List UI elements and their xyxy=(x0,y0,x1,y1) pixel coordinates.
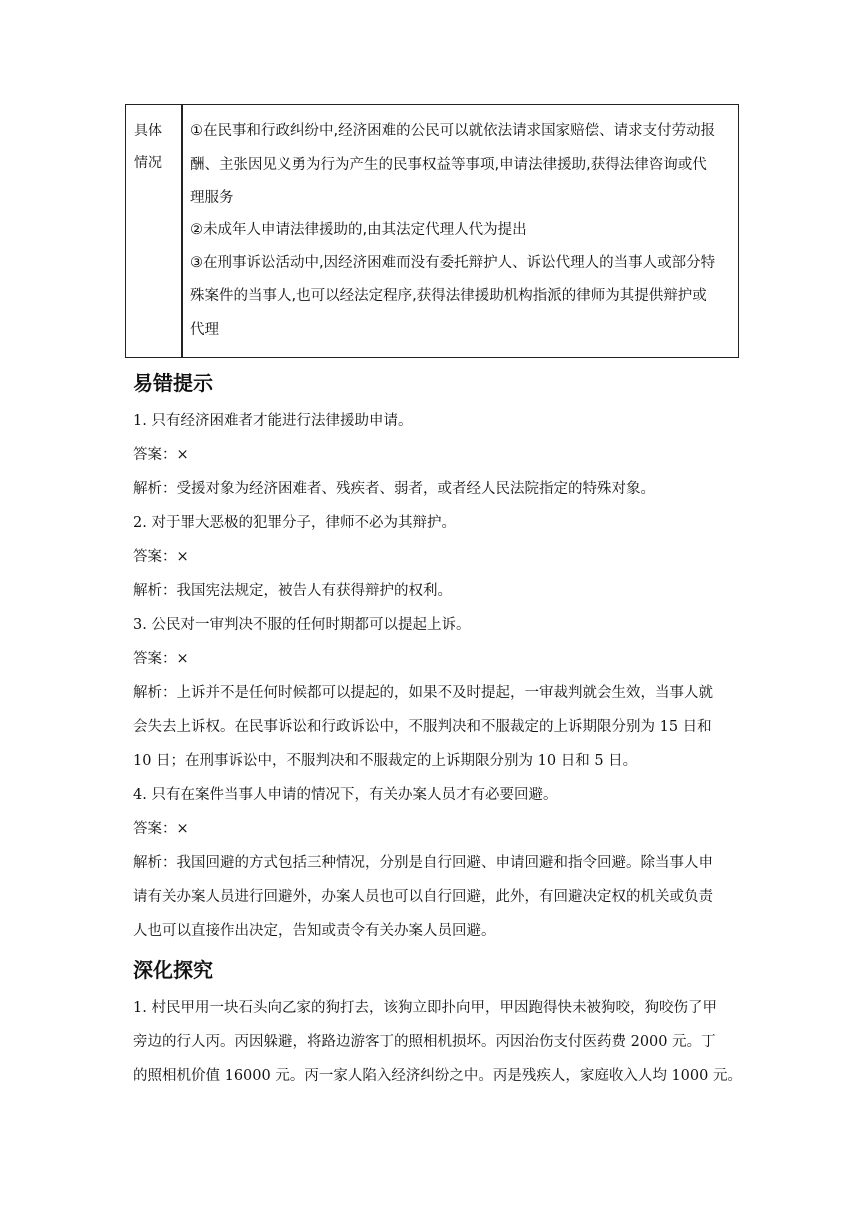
explore-line: 1. 村民甲用一块石头向乙家的狗打去，该狗立即扑向甲，甲因跑得快未被狗咬，狗咬伤了甲 xyxy=(133,1000,717,1016)
mistake-line: 解析：受援对象为经济困难者、残疾者、弱者，或者经人民法院指定的特殊对象。 xyxy=(133,481,655,497)
mistake-line: 答案：× xyxy=(133,821,189,837)
table-text-line: 酬、主张因见义勇为行为产生的民事权益等事项,申请法律援助,获得法律咨询或代 xyxy=(190,157,707,173)
explore-line: 的照相机价值 16000 元。丙一家人陷入经济纠纷之中。丙是残疾人，家庭收入人均 1000 元。 xyxy=(133,1068,742,1084)
mistake-line: 答案：× xyxy=(133,651,189,667)
legal-aid-table xyxy=(125,104,739,358)
mistake-line: 4. 只有在案件当事人申请的情况下，有关办案人员才有必要回避。 xyxy=(133,787,558,803)
mistake-line: 10 日；在刑事诉讼中，不服判决和不服裁定的上诉期限分别为 10 日和 5 日。 xyxy=(133,753,638,769)
mistake-line: 3. 公民对一审判决不服的任何时期都可以提起上诉。 xyxy=(133,617,471,633)
explore-line: 旁边的行人丙。丙因躲避，将路边游客丁的照相机损坏。丙因治伤支付医药费 2000 元。丁 xyxy=(133,1034,716,1050)
mistake-line: 人也可以直接作出决定，告知或责令有关办案人员回避。 xyxy=(133,923,496,939)
mistake-line: 解析：我国回避的方式包括三种情况，分别是自行回避、申请回避和指令回避。除当事人申 xyxy=(133,855,713,871)
table-label-cell xyxy=(126,105,183,357)
mistake-line: 1. 只有经济困难者才能进行法律援助申请。 xyxy=(133,413,413,429)
mistake-line: 请有关办案人员进行回避外，办案人员也可以自行回避，此外，有回避决定权的机关或负责 xyxy=(133,889,713,905)
table-text-line: 殊案件的当事人,也可以经法定程序,获得法律援助机构指派的律师为其提供辩护或 xyxy=(190,288,707,304)
mistake-line: 解析：上诉并不是任何时候都可以提起的，如果不及时提起，一审裁判就会生效，当事人就 xyxy=(133,685,713,701)
section-heading-mistakes: 易错提示 xyxy=(133,371,213,395)
table-label-line: 情况 xyxy=(134,155,162,171)
table-text-line: ③在刑事诉讼活动中,因经济困难而没有委托辩护人、诉讼代理人的当事人或部分特 xyxy=(190,255,716,271)
mistake-line: 2. 对于罪大恶极的犯罪分子，律师不必为其辩护。 xyxy=(133,515,456,531)
mistake-line: 答案：× xyxy=(133,447,189,463)
mistake-line: 答案：× xyxy=(133,549,189,565)
mistake-line: 解析：我国宪法规定，被告人有获得辩护的权利。 xyxy=(133,583,452,599)
table-text-line: 代理 xyxy=(190,322,219,338)
table-text-line: 理服务 xyxy=(190,190,234,206)
section-heading-explore: 深化探究 xyxy=(133,958,213,982)
table-label-line: 具体 xyxy=(134,123,162,139)
mistake-line: 会失去上诉权。在民事诉讼和行政诉讼中，不服判决和不服裁定的上诉期限分别为 15 日和 xyxy=(133,719,712,735)
table-text-line: ①在民事和行政纠纷中,经济困难的公民可以就依法请求国家赔偿、请求支付劳动报 xyxy=(190,123,716,139)
table-text-line: ②未成年人申请法律援助的,由其法定代理人代为提出 xyxy=(190,222,527,238)
